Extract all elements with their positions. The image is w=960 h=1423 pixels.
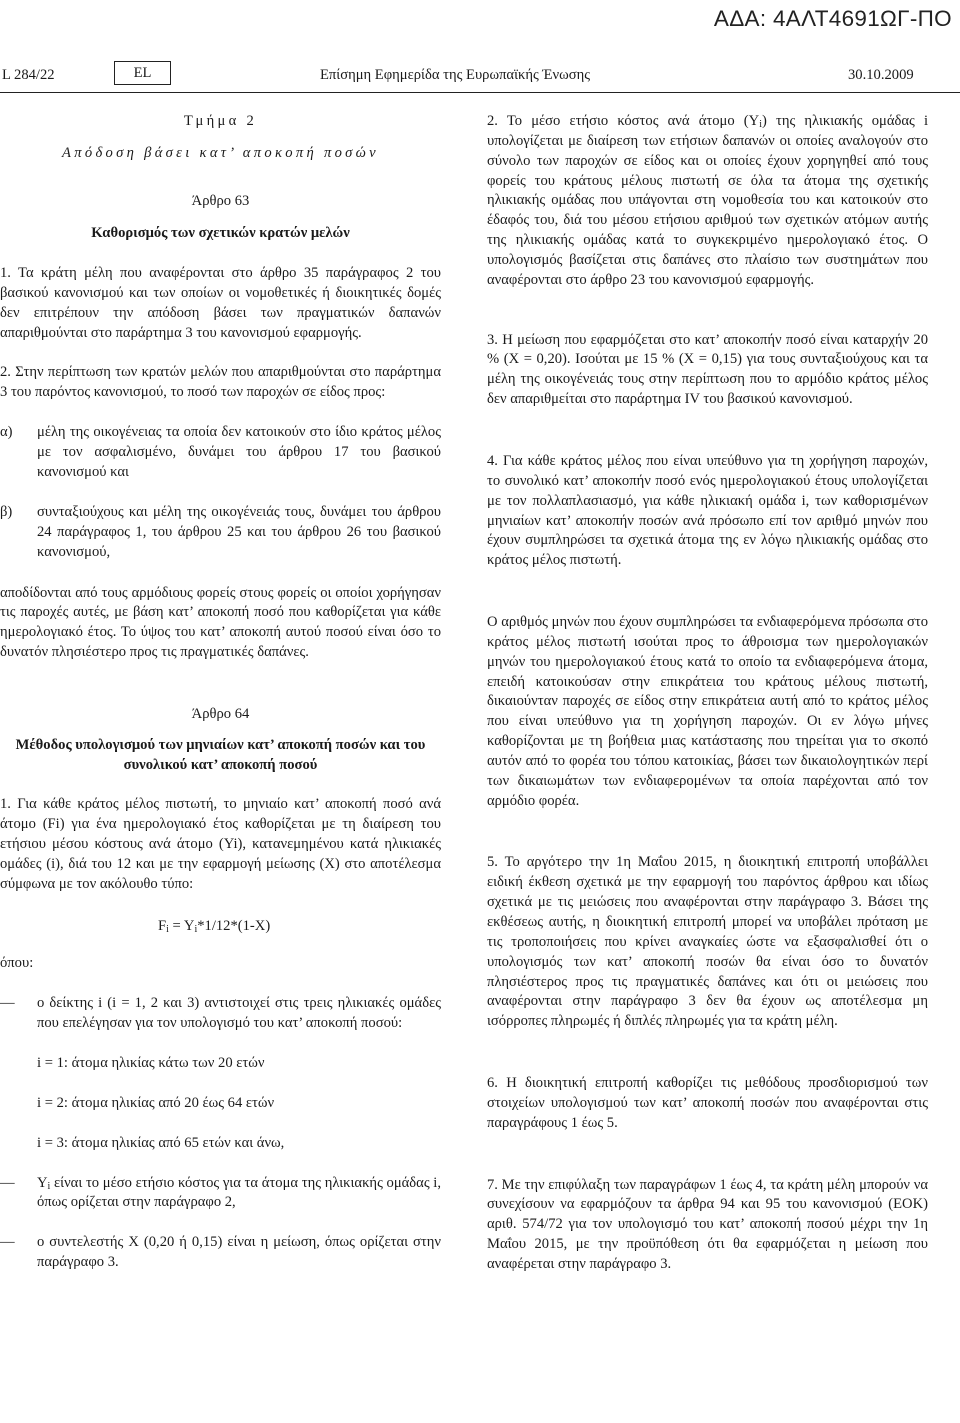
where-label: όπου: <box>0 955 34 972</box>
p2-start: 2. Το μέσο ετήσιο κόστος ανά άτομο (Y <box>487 113 760 129</box>
yi-text: είναι το μέσο ετήσιο κόστος για τα άτομα της ηλικιακής ομάδας i, όπως ορίζεται στην παράγραφο 2, <box>37 1174 441 1211</box>
header-rule <box>0 92 960 93</box>
article-63-paragraph-3: αποδίδονται από τους αρμόδιους φορείς στους φορείς οι οποίοι χορήγησαν τις παροχές αυτές, με βάση κατ’ αποκοπή ποσό που καθορίζεται για κάθε ημερολογιακό έτος. Το ύψος του κατ’ αποκοπή αυτού ποσού είναι όσο το δυνατόν πλησιέστερο προς τις πραγματικές δαπάνες. <box>0 584 441 661</box>
formula-sub-1: i <box>166 923 169 935</box>
article-64-number: Άρθρο 64 <box>191 705 250 722</box>
dash-item-yi <box>0 1174 441 1214</box>
list-marker-a: α) <box>0 424 13 441</box>
article-64-paragraph-2 <box>487 112 928 291</box>
right-column <box>487 112 928 1275</box>
dash-text-yi <box>37 1174 441 1214</box>
formula-rest: *1/12*(1-X) <box>197 917 271 934</box>
yi-symbol: Y <box>37 1174 48 1191</box>
list-item-b <box>0 503 441 563</box>
yi-sub: i <box>47 1180 51 1192</box>
article-64-paragraph-4: 4. Για κάθε κράτος μέλος που είναι υπεύθυνο για τη χορήγηση παροχών, το συνολικό κατ’ αποκοπήν ποσό ενός ημερολογιακού έτους υπολογίζεται με τον πολλαπλασιασμό, για κάθε ηλικιακή ομάδα i, των καθορισμένων μηνιαίων κατ’ αποκοπήν ποσών ανά πρόσωπο επί τον αριθμό μηνών που έχουν συμπληρώσει τα σχετικά άτομα της εν λόγω ηλικιακής ομάδας στο κράτος μέλος πιστωτή. <box>487 452 928 569</box>
article-64-paragraph-6: 6. Η διοικητική επιτροπή καθορίζει τις μεθόδους προσδιορισμού των στοιχείων υπολογισμού των κατ’ αποκοπή ποσών που αναφέρονται στις παραγράφους 1 έως 5. <box>487 1075 928 1131</box>
article-64-title: Μέθοδος υπολογισμού των μηνιαίων κατ’ αποκοπή ποσών και του συνολικού κατ’ αποκοπή ποσού <box>15 736 426 773</box>
journal-header <box>0 66 960 88</box>
p2-sub: i <box>759 119 762 130</box>
page-reference: L 284/22 <box>2 67 55 83</box>
age-group-3: i = 3: άτομα ηλικίας από 65 ετών και άνω, <box>37 1134 285 1151</box>
dash-marker: — <box>0 995 15 1012</box>
dash-marker: — <box>0 1174 15 1191</box>
article-63-number: Άρθρο 63 <box>191 192 250 209</box>
publication-date: 30.10.2009 <box>848 67 914 83</box>
left-column <box>0 112 441 1273</box>
article-63-title: Καθορισμός των σχετικών κρατών μελών <box>91 224 350 241</box>
age-group-2: i = 2: άτομα ηλικίας από 20 έως 64 ετών <box>37 1094 275 1111</box>
article-64-paragraph-5: 5. Το αργότερο την 1η Μαΐου 2015, η διοικητική επιτροπή υποβάλλει ειδική έκθεση σχετικά με την εφαρμογή του παρόντος άρθρου και ιδίως σχετικά με τις μειώσεις που αναφέρονται στην παράγραφο 3. Βάσει της εκθέσεως αυτής, η διοικητική επιτροπή μπορεί να υποβάλει πρόταση με τις τροποποιήσεις που κρίνει αναγκαίες ώστε να εξασφαλισθεί ότι ο υπολογισμός των κατ’ αποκοπή ποσών θα είναι όσο το δυνατόν πλησιέστερος προς τις πραγματικές δαπάνες και ότι οι μειώσεις που αναφέρονται στην παράγραφο 3 δεν θα έχουν ως αποτέλεσμα μη ισόρροπες πληρωμές ή διπλές πληρωμές για τα κράτη μέλη. <box>487 854 928 1030</box>
list-text-b: συνταξιούχους και μέλη της οικογένειάς τους, δυνάμει του άρθρου 24 παράγραφος 1, του άρθρου 25 και του άρθρου 26 του βασικού κανονισμού, <box>37 503 441 560</box>
formula-eq: = Y <box>168 917 195 934</box>
article-63-paragraph-2: 2. Στην περίπτωση των κρατών μελών που απαριθμούνται στο παράρτημα 3 του παρόντος κανονισμού, το ποσό των παροχών σε είδος προς: <box>0 363 441 400</box>
p2-rest: ) της ηλικιακής ομάδας i υπολογίζεται με διαίρεση των ετήσιων δαπανών οι οποίες αναλογούν στο σύνολο των παροχών σε είδος και οι οποίες έχουν χορηγηθεί από τους φορείς του κράτους μέλους πιστωτή σε όλα τα άτομα της σχετικής ηλικιακής ομάδας που υπάγονται στη νομοθεσία του και κατοικούν στο έδαφός του, διά του μέσου ετήσιου αριθμού των σχετικών ατόμων αυτής της ηλικιακής ομάδας κατά το συγκεκριμένο ημερολογιακό έτος. Ο υπολογισμός βασίζεται στις δαπάνες στο πλαίσιο των συστημάτων που αναφέρονται στο άρθρο 23 του κανονισμού εφαρμογής. <box>487 113 929 288</box>
section-title: Απόδοση βάσει κατ’ αποκοπή ποσών <box>62 144 379 161</box>
article-64-paragraph-4b: Ο αριθμός μηνών που έχουν συμπληρώσει τα ενδιαφερόμενα πρόσωπα στο κράτος μέλος πιστωτή ισούται προς το άθροισμα των ημερολογιακών μηνών του ημερολογιακού έτους κατά το οποίο τα ενδιαφερόμενα άτομα, επειδή κατοικούσαν στην επικράτεια του κράτους μέλους πιστωτή, δικαιούνταν παροχές σε είδος στην επικράτεια αυτή από το κράτος μέλος που είναι υπεύθυνο για τη χορήγηση παροχών. Οι εν λόγω μήνες καθορίζονται με τη βοήθεια μιας κατάστασης που τηρείται για το σκοπό αυτόν από το φορέα του τόπου κατοικίας, βάσει των δικαιολογητικών περί των δικαιωμάτων των ενδιαφερομένων τα οποία παρέχονται από τον αρμόδιο φορέα. <box>487 614 928 809</box>
dash-text-x: ο συντελεστής X (0,20 ή 0,15) είναι η μείωση, όπως ορίζεται στην παράγραφο 3. <box>37 1234 441 1271</box>
section-number: Τμήμα 2 <box>183 113 258 129</box>
journal-title: Επίσημη Εφημερίδα της Ευρωπαϊκής Ένωσης <box>320 67 591 83</box>
list-text-a: μέλη της οικογένειας τα οποία δεν κατοικούν στο ίδιο κράτος μέλος με τον ασφαλισμένο, δυνάμει του άρθρου 17 του βασικού κανονισμού και <box>37 424 441 481</box>
dash-item-index <box>0 994 441 1034</box>
article-64-paragraph-7: 7. Με την επιφύλαξη των παραγράφων 1 έως 4, τα κράτη μέλη μπορούν να συνεχίσουν να εφαρμόζουν τα άρθρα 94 και 95 του κανονισμού (ΕΟΚ) αριθ. 574/72 για τον υπολογισμό του κατ’ αποκοπή ποσού μέχρι την 1η Μαΐου 2015, με την προϋπόθεση ότι θα εφαρμόζεται η μείωση που αναφέρεται στην παράγραφο 3. <box>487 1176 928 1272</box>
dash-marker: — <box>0 1234 15 1251</box>
formula <box>0 917 441 937</box>
formula-sub-2: i <box>194 923 198 935</box>
dash-text-index: ο δείκτης i (i = 1, 2 και 3) αντιστοιχεί στις τρεις ηλικιακές ομάδες που επελέγησαν για τον υπολογισμό του κατ’ αποκοπή ποσού: <box>37 995 441 1032</box>
dash-item-x <box>0 1233 441 1273</box>
article-64-paragraph-3: 3. Η μείωση που εφαρμόζεται στο κατ’ αποκοπήν ποσό είναι καταρχήν 20 % (X = 0,20). Ισούται με 15 % (X = 0,15) για τους συνταξιούχους και τα μέλη της οικογένειάς τους στην περίπτωση που το αρμόδιο κράτος μέλος δεν απαριθμείται στο παράρτημα IV του βασικού κανονισμού. <box>487 331 928 408</box>
list-item-a <box>0 423 441 483</box>
formula-f: F <box>158 917 167 934</box>
list-marker-b: β) <box>0 503 13 520</box>
age-group-1: i = 1: άτομα ηλικίας κάτω των 20 ετών <box>37 1055 265 1071</box>
article-64-paragraph-1: 1. Για κάθε κράτος μέλος πιστωτή, το μηνιαίο κατ’ αποκοπή ποσό ανά άτομο (Fi) για ένα ημερολογιακό έτος καθορίζεται με τη διαίρεση του ετήσιου μέσου κόστους ανά άτομο (Yi), κατανεμημένου κατά ηλικιακές ομάδες (i), διά του 12 και με την εφαρμογή μείωσης (X) στο αποτέλεσμα σύμφωνα με τον ακόλουθο τύπο: <box>0 796 441 892</box>
ada-watermark: ΑΔΑ: 4ΑΛΤ4691ΩΓ-ΠΟ <box>713 6 952 31</box>
language-badge: EL <box>114 61 171 85</box>
article-63-paragraph-1: 1. Τα κράτη μέλη που αναφέρονται στο άρθρο 35 παράγραφος 2 του βασικού κανονισμού και των οποίων οι νομοθετικές ή διοικητικές δομές δεν επιτρέπουν την απόδοση βάσει των πραγματικών δαπανών απαριθμούνται στο παράρτημα 3 του κανονισμού εφαρμογής. <box>0 265 441 341</box>
